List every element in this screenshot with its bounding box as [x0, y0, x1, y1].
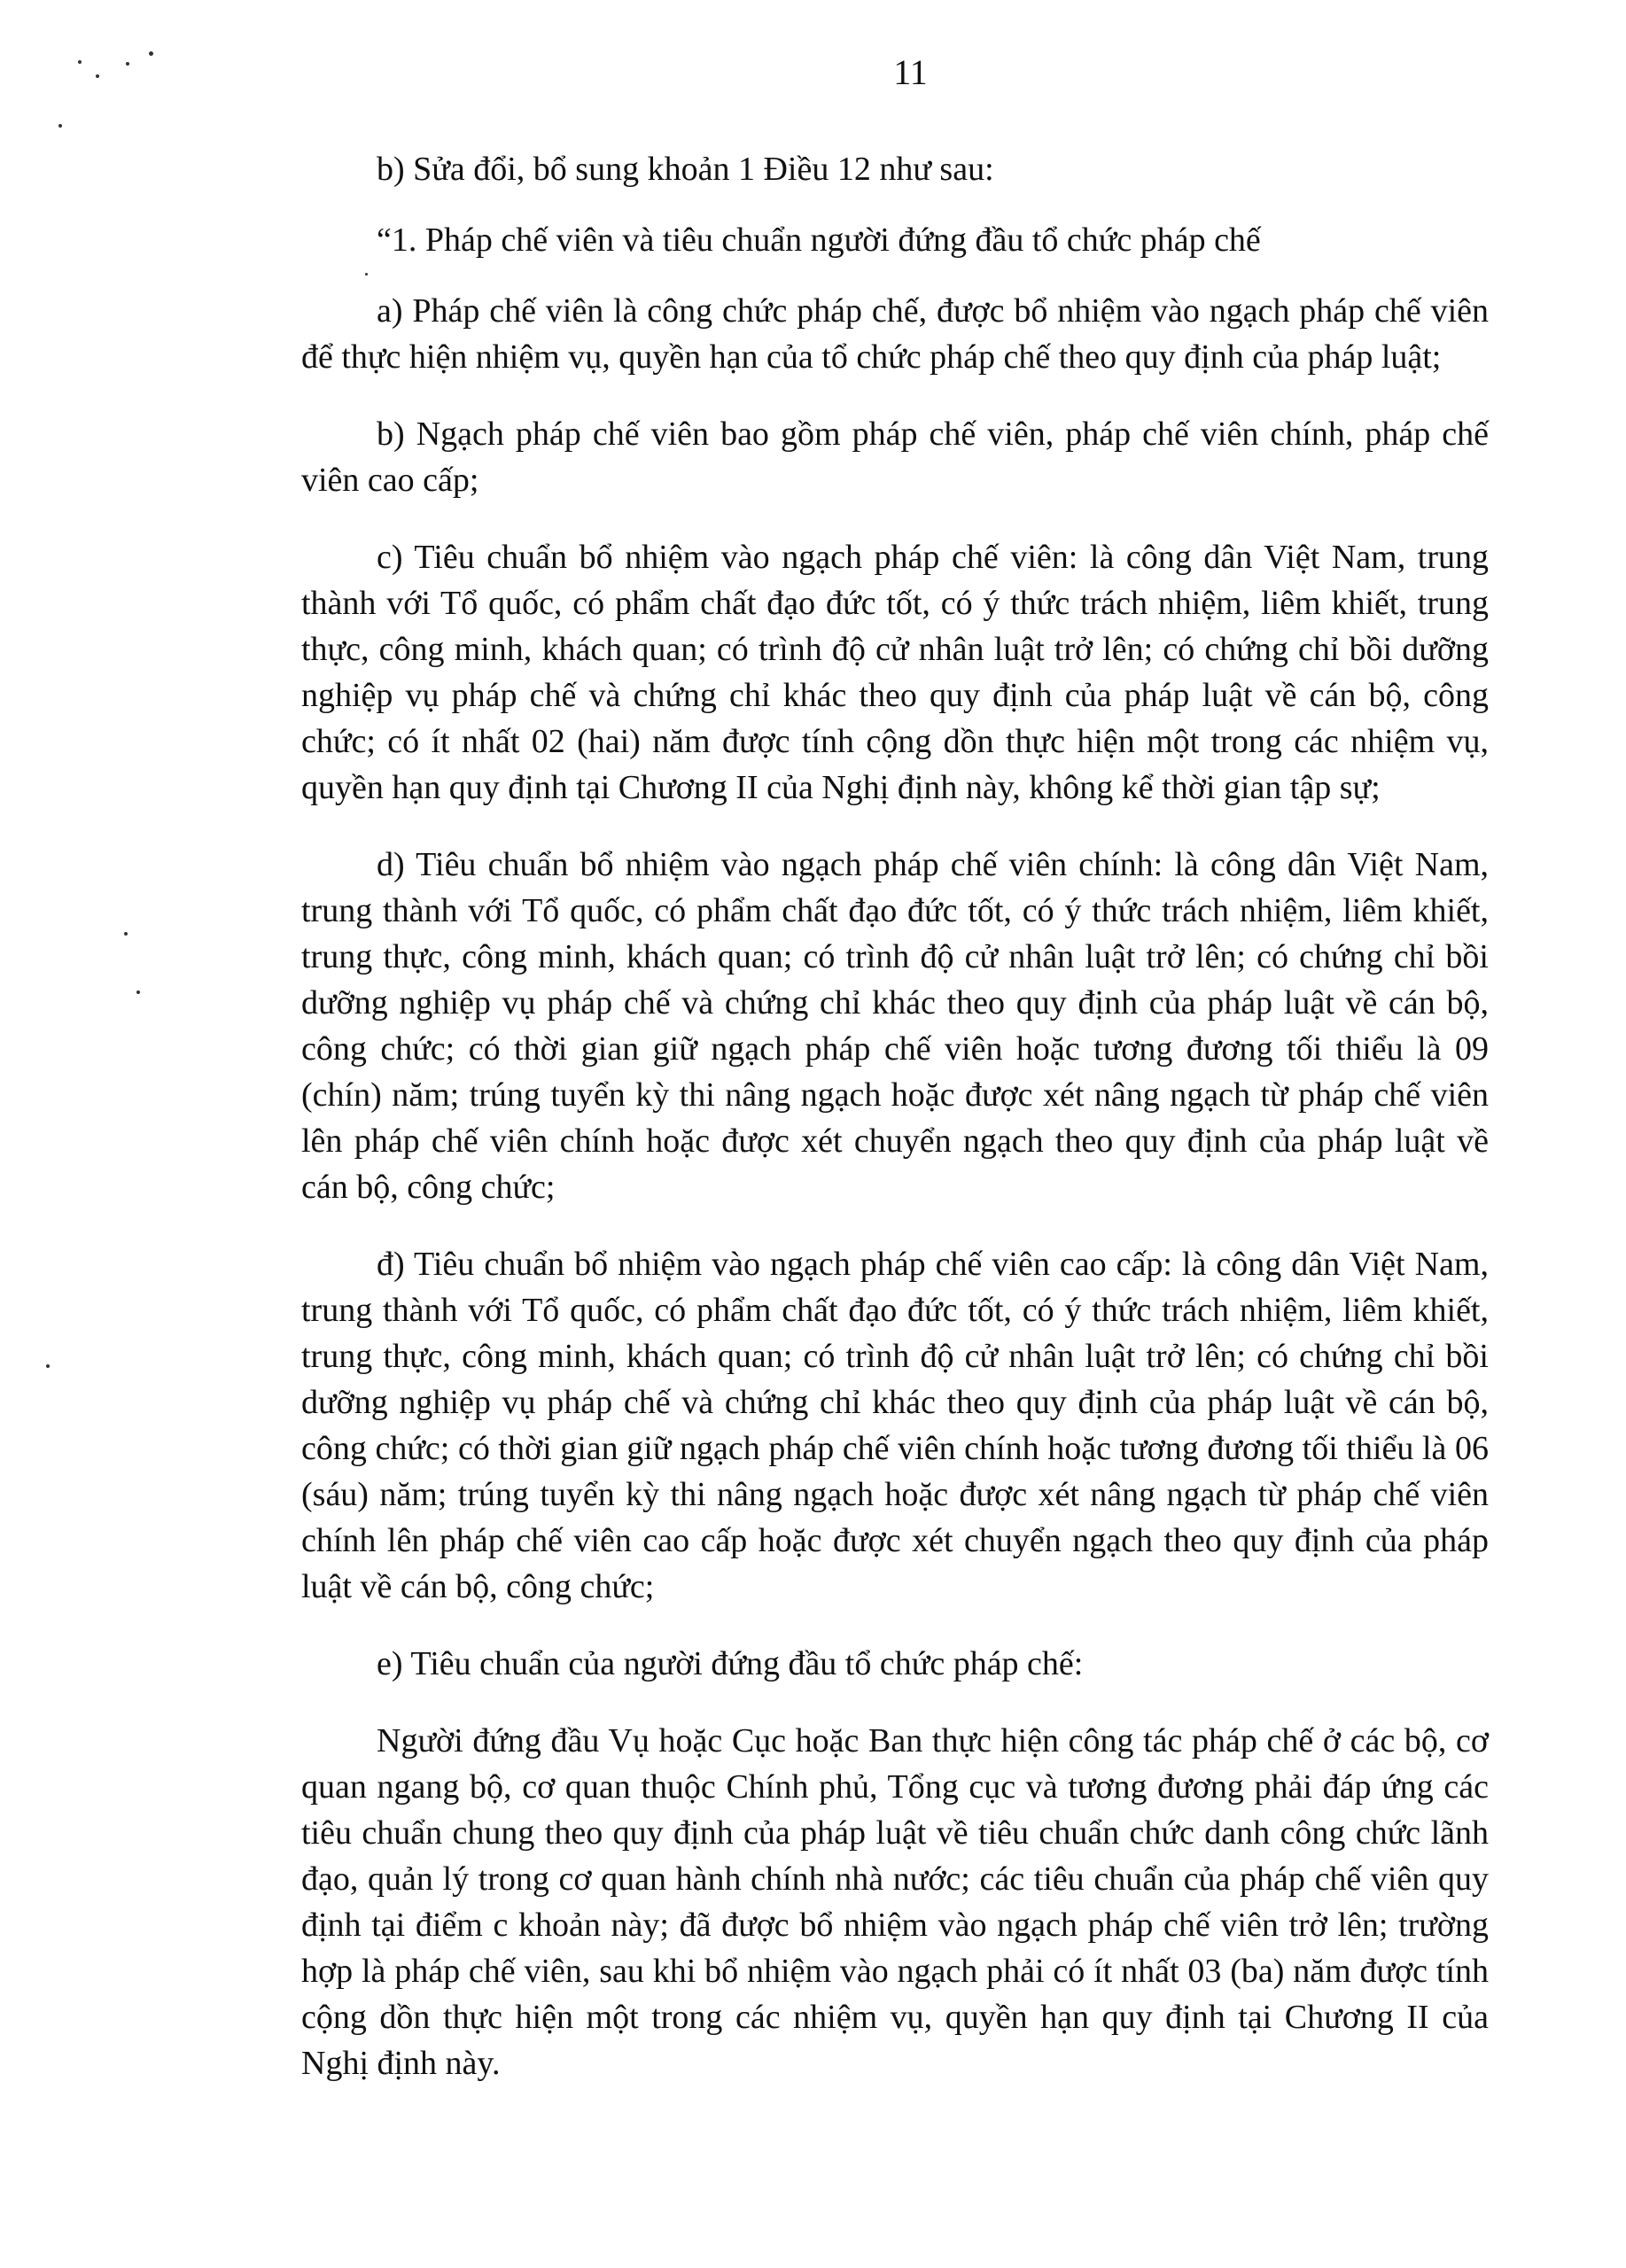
- scan-speck: [136, 990, 140, 994]
- scan-speck: [58, 124, 62, 128]
- paragraph-clause-title: “1. Pháp chế viên và tiêu chuẩn người đứng đầu tổ chức pháp chế: [377, 221, 1261, 259]
- scan-speck: [78, 60, 82, 64]
- paragraph-point-a: a) Pháp chế viên là công chức pháp chế, được bổ nhiệm vào ngạch pháp chế viên để thực hiện nhiệm vụ, quyền hạn của tổ chức pháp chế theo quy định của pháp luật;: [301, 292, 1489, 376]
- paragraph-amendment-intro: b) Sửa đổi, bổ sung khoản 1 Điều 12 như sau:: [377, 151, 994, 188]
- paragraph-point-b: b) Ngạch pháp chế viên bao gồm pháp chế viên, pháp chế viên chính, pháp chế viên cao cấp;: [301, 416, 1489, 499]
- page-number: 11: [893, 52, 928, 92]
- paragraph-head-standards: Người đứng đầu Vụ hoặc Cục hoặc Ban thực hiện công tác pháp chế ở các bộ, cơ quan ngang bộ, cơ quan thuộc Chính phủ, Tổng cục và tương đương phải đáp ứng các tiêu chuẩn chung theo quy định của pháp luật về tiêu chuẩn chức danh công chức lãnh đạo, quản lý trong cơ quan hành chính nhà nước; các tiêu chuẩn của pháp chế viên quy định tại điểm c khoản này; đã được bổ nhiệm vào ngạch pháp chế viên trở lên; trường hợp là pháp chế viên, sau khi bổ nhiệm vào ngạch phải có ít nhất 03 (ba) năm được tính cộng dồn thực hiện một trong các nhiệm vụ, quyền hạn quy định tại Chương II của Nghị định này.: [301, 1722, 1489, 2082]
- document-body: [301, 146, 1489, 2117]
- scan-speck: [124, 932, 128, 936]
- paragraph-point-d: d) Tiêu chuẩn bổ nhiệm vào ngạch pháp chế viên chính: là công dân Việt Nam, trung thành với Tổ quốc, có phẩm chất đạo đức tốt, có ý thức trách nhiệm, liêm khiết, trung thực, công minh, khách quan; có trình độ cử nhân luật trở lên; có chứng chỉ bồi dưỡng nghiệp vụ pháp chế và chứng chỉ khác theo quy định của pháp luật về cán bộ, công chức; có thời gian giữ ngạch pháp chế viên hoặc tương đương tối thiểu là 09 (chín) năm; trúng tuyển kỳ thi nâng ngạch hoặc được xét nâng ngạch từ pháp chế viên lên pháp chế viên chính hoặc được xét chuyển ngạch theo quy định của pháp luật về cán bộ, công chức;: [301, 846, 1489, 1206]
- paragraph-point-dd: đ) Tiêu chuẩn bổ nhiệm vào ngạch pháp chế viên cao cấp: là công dân Việt Nam, trung thành với Tổ quốc, có phẩm chất đạo đức tốt, có ý thức trách nhiệm, liêm khiết, trung thực, công minh, khách quan; có trình độ cử nhân luật trở lên; có chứng chỉ bồi dưỡng nghiệp vụ pháp chế và chứng chỉ khác theo quy định của pháp luật về cán bộ, công chức; có thời gian giữ ngạch pháp chế viên chính hoặc tương đương tối thiểu là 06 (sáu) năm; trúng tuyển kỳ thi nâng ngạch hoặc được xét nâng ngạch từ pháp chế viên chính lên pháp chế viên cao cấp hoặc được xét chuyển ngạch theo quy định của pháp luật về cán bộ, công chức;: [301, 1246, 1489, 1605]
- paragraph-point-c: c) Tiêu chuẩn bổ nhiệm vào ngạch pháp chế viên: là công dân Việt Nam, trung thành với Tổ quốc, có phẩm chất đạo đức tốt, có ý thức trách nhiệm, liêm khiết, trung thực, công minh, khách quan; có trình độ cử nhân luật trở lên; có chứng chỉ bồi dưỡng nghiệp vụ pháp chế và chứng chỉ khác theo quy định của pháp luật về cán bộ, công chức; có ít nhất 02 (hai) năm được tính cộng dồn thực hiện một trong các nhiệm vụ, quyền hạn quy định tại Chương II của Nghị định này, không kể thời gian tập sự;: [301, 539, 1489, 806]
- paragraph-point-e: e) Tiêu chuẩn của người đứng đầu tổ chức pháp chế:: [377, 1645, 1084, 1682]
- scan-speck: [46, 1364, 50, 1368]
